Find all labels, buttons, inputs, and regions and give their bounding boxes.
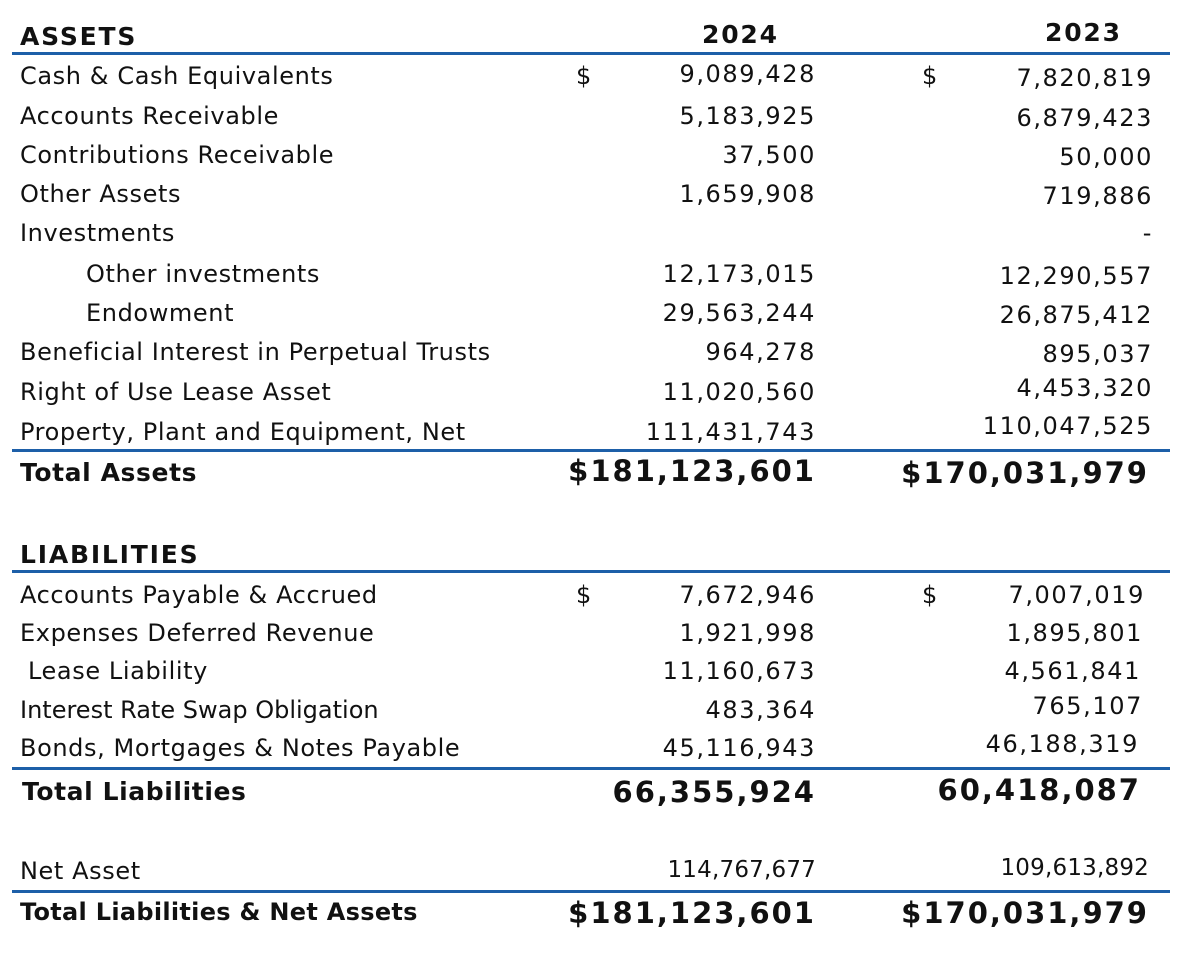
value-2023: $170,031,979 — [901, 896, 1149, 930]
row-label: Beneficial Interest in Perpetual Trusts — [20, 338, 491, 366]
liabilities-subtotal-rule — [12, 767, 1170, 770]
row-label: Cash & Cash Equivalents — [20, 62, 334, 90]
table-row — [0, 297, 1189, 337]
row-label: Bonds, Mortgages & Notes Payable — [20, 734, 461, 762]
value-2024: 7,672,946 — [679, 581, 816, 609]
table-row — [0, 336, 1189, 376]
value-2023: 6,879,423 — [1016, 104, 1153, 132]
value-2024: 45,116,943 — [662, 734, 816, 762]
value-2024: $181,123,601 — [568, 896, 816, 930]
currency-symbol: $ — [922, 581, 938, 609]
value-2023: 7,820,819 — [1016, 64, 1153, 92]
value-2023: 719,886 — [1042, 182, 1153, 210]
row-label: Other Assets — [20, 180, 182, 208]
assets-subtotal-rule — [12, 449, 1170, 452]
value-2024: 9,089,428 — [679, 60, 816, 88]
currency-symbol: $ — [576, 62, 592, 90]
year-2023-header: 2023 — [1045, 18, 1122, 47]
net-asset-rule — [12, 890, 1170, 893]
year-2024-header: 2024 — [702, 20, 779, 49]
table-row — [0, 178, 1189, 218]
table-row — [0, 732, 1189, 772]
table-row — [0, 258, 1189, 298]
value-2024: 66,355,924 — [612, 775, 816, 809]
value-2023: 110,047,525 — [982, 412, 1153, 440]
row-label: Net Asset — [20, 857, 141, 885]
value-2023: 7,007,019 — [1008, 581, 1145, 609]
value-2023: 60,418,087 — [937, 773, 1141, 807]
assets-heading: ASSETS — [20, 22, 138, 51]
table-row — [0, 579, 1189, 619]
row-label: Right of Use Lease Asset — [20, 378, 332, 406]
total-liabilities-row — [0, 773, 1189, 817]
row-label: Expenses Deferred Revenue — [20, 619, 375, 647]
table-row — [0, 694, 1189, 734]
liabilities-heading: LIABILITIES — [20, 540, 200, 569]
row-label: Contributions Receivable — [20, 141, 335, 169]
value-2024: 114,767,677 — [667, 857, 816, 883]
row-label: Total Liabilities — [22, 777, 247, 806]
value-2023: 46,188,319 — [985, 730, 1139, 758]
value-2023: 1,895,801 — [1006, 619, 1143, 647]
value-2024: 12,173,015 — [662, 260, 816, 288]
value-2023: - — [1142, 219, 1153, 247]
value-2024: 1,659,908 — [679, 180, 816, 208]
currency-symbol: $ — [922, 62, 938, 90]
value-2023: 26,875,412 — [999, 301, 1153, 329]
table-row — [0, 376, 1189, 416]
value-2023: 895,037 — [1042, 340, 1153, 368]
row-label: Property, Plant and Equipment, Net — [20, 418, 466, 446]
value-2023: 4,561,841 — [1004, 657, 1141, 685]
row-label: Lease Liability — [28, 657, 208, 685]
row-label: Endowment — [86, 299, 235, 327]
value-2023: 765,107 — [1032, 692, 1143, 720]
row-label: Investments — [20, 219, 176, 247]
header-rule — [12, 52, 1170, 55]
value-2024: $181,123,601 — [568, 454, 816, 488]
table-row — [0, 217, 1189, 257]
value-2023: $170,031,979 — [901, 456, 1149, 490]
grand-total-row — [0, 896, 1189, 940]
value-2023: 109,613,892 — [1000, 855, 1149, 881]
value-2023: 4,453,320 — [1016, 374, 1153, 402]
net-asset-row — [0, 855, 1189, 895]
table-row — [0, 655, 1189, 695]
currency-symbol: $ — [576, 581, 592, 609]
value-2023: 50,000 — [1059, 143, 1153, 171]
table-row — [0, 139, 1189, 179]
value-2024: 37,500 — [722, 141, 816, 169]
value-2024: 11,020,560 — [662, 378, 816, 406]
value-2024: 29,563,244 — [662, 299, 816, 327]
row-label: Interest Rate Swap Obligation — [20, 696, 379, 724]
value-2024: 483,364 — [705, 696, 816, 724]
row-label: Total Assets — [20, 458, 198, 487]
row-label: Other investments — [86, 260, 321, 288]
total-assets-row — [0, 454, 1189, 498]
value-2024: 111,431,743 — [645, 418, 816, 446]
value-2024: 964,278 — [705, 338, 816, 366]
row-label: Total Liabilities & Net Assets — [20, 898, 418, 926]
table-row — [0, 617, 1189, 657]
value-2024: 1,921,998 — [679, 619, 816, 647]
table-row — [0, 100, 1189, 140]
row-label: Accounts Receivable — [20, 102, 280, 130]
row-label: Accounts Payable & Accrued — [20, 581, 378, 609]
value-2024: 5,183,925 — [679, 102, 816, 130]
liabilities-rule — [12, 570, 1170, 573]
table-row — [0, 60, 1189, 100]
value-2023: 12,290,557 — [999, 262, 1153, 290]
value-2024: 11,160,673 — [662, 657, 816, 685]
